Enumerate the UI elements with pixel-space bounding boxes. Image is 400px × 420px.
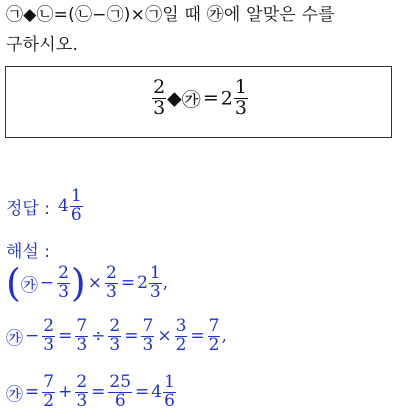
answer-row: 정답 : 4 $\frac{1}{6}$ bbox=[6, 186, 82, 225]
ga-symbol: ㉮ bbox=[181, 88, 201, 111]
solution-line-1: ( ㉮ − $\frac{2}{3}$ ) × $\frac{2}{3}$ = 2 $\frac{1}{3}$ , bbox=[6, 261, 169, 305]
diamond-operator: ◆ bbox=[167, 87, 182, 110]
fraction-two-thirds: $\frac{2}{3}$ bbox=[153, 76, 166, 119]
boxed-equation: $\frac{2}{3}$ ◆㉮ = 2 $\frac{1}{3}$ bbox=[153, 76, 247, 119]
answer-fraction: $\frac{1}{6}$ bbox=[70, 186, 82, 225]
ga-symbol: ㉮ bbox=[6, 384, 23, 405]
ga-symbol: ㉮ bbox=[6, 328, 23, 349]
question-line-2: 구하시오. bbox=[6, 35, 79, 55]
question-line-1: ㉠◆㉡=(㉡−㉠)×㉠일 때 ㉮에 알맞은 수를 bbox=[6, 5, 335, 25]
answer-label: 정답 : bbox=[6, 198, 50, 219]
fraction-result: $\frac{1}{3}$ bbox=[234, 76, 247, 119]
solution-line-3: ㉮ = $\frac{7}{2}$ + $\frac{2}{3}$ = $\frac{25}{6}$ = 4 $\frac{1}{6}$ bbox=[6, 372, 175, 411]
solution-line-2: ㉮ − $\frac{2}{3}$ = $\frac{7}{3}$ ÷ $\frac{2}{3}$ = $\frac{7}{3}$ × $\frac{3}{2}$ = $\frac{7}{2}$ , bbox=[6, 316, 227, 355]
ga-symbol: ㉮ bbox=[20, 275, 38, 296]
solution-label: 해설 : bbox=[6, 242, 50, 262]
